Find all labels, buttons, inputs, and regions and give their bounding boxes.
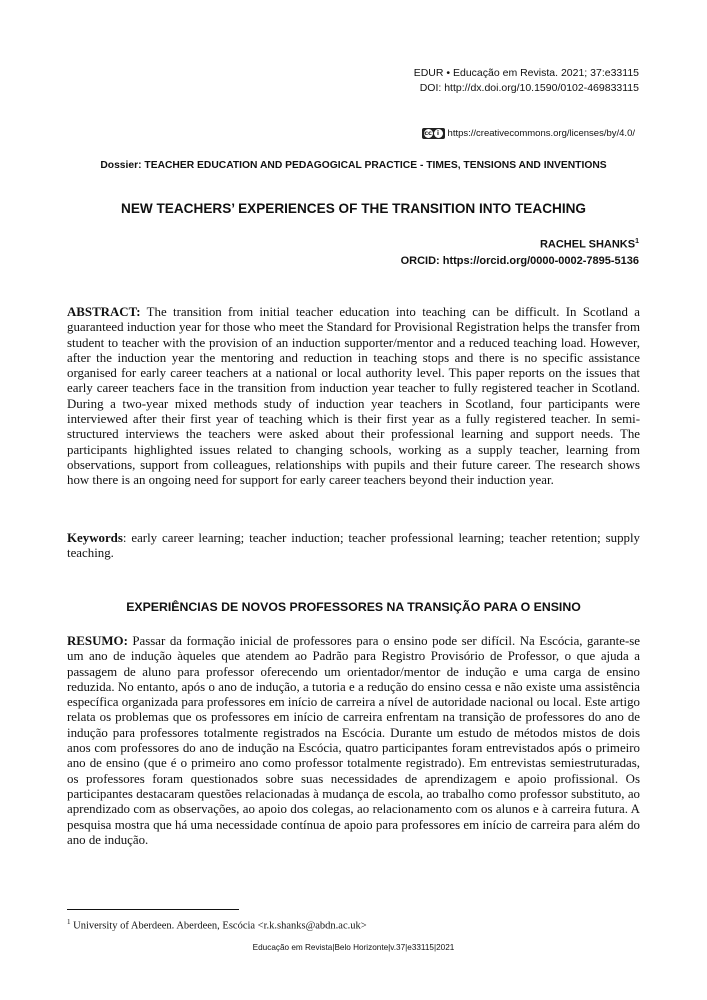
author-name: RACHEL SHANKS xyxy=(539,238,636,251)
footnote-divider xyxy=(67,909,239,910)
abstract-paragraph xyxy=(67,305,640,489)
article-title: NEW TEACHERS’ EXPERIENCES OF THE TRANSITION INTO TEACHING xyxy=(121,201,586,216)
footnote-mark: 1 xyxy=(67,918,71,926)
creative-commons-icon: cc xyxy=(424,129,432,137)
keywords-text: : early career learning; teacher induction; teacher professional learning; teacher retention; supply teaching. xyxy=(67,531,640,561)
cc-license-badge[interactable] xyxy=(422,128,445,139)
resumo-label: RESUMO: xyxy=(67,634,128,648)
keywords-paragraph xyxy=(67,531,640,562)
doi-link[interactable]: DOI: http://dx.doi.org/10.1590/0102-469833115 xyxy=(419,82,639,94)
footnote-text: University of Aberdeen. Aberdeen, Escócia <r.k.shanks@abdn.ac.uk> xyxy=(70,920,367,932)
author-orcid[interactable]: ORCID: https://orcid.org/0000-0002-7895-5136 xyxy=(400,255,639,267)
abstract-label: ABSTRACT: xyxy=(67,305,141,319)
journal-citation: EDUR • Educação em Revista. 2021; 37:e33115 xyxy=(413,67,639,79)
page-footer: Educação em Revista|Belo Horizonte|v.37|e33115|2021 xyxy=(252,943,455,952)
author-footnote-mark[interactable]: 1 xyxy=(635,238,639,245)
footnote xyxy=(67,918,367,932)
resumo-text: Passar da formação inicial de professores para o ensino pode ser difícil. Na Escócia, garante-se um ano de indução àqueles que atendem ao Padrão para Registro Provisório de Professor, o que ajuda a passagem de aluno para professor oferecendo um orientador/mentor de indução e uma carga de ensino reduzida. No entanto, após o ano de indução, a tutoria e a redução do ensino cessa e não existe uma assistência específica organizada para professores em início de carreira a nível de autoridade nacional ou local. Este artigo relata os problemas que os professores em início de carreira enfrentam na transição de professores do ano de indução para professores totalmente registrados na Escócia. Durante um estudo de métodos mistos de dois anos com professores do ano de indução na Escócia, quatro participantes foram entrevistados após o primeiro ano de ensino (que é o primeiro ano como professor totalmente registrado). Em entrevistas semiestruturadas, os professores foram questionados sobre suas necessidades de aprendizagem e apoio profissional. Os participantes destacaram questões relacionadas à mudança de escola, ao trabalho como professor substituto, ao aprendizado com as observações, ao apoio dos colegas, ao relacionamento com os alunos e à carreira futura. A pesquisa mostra que há uma necessidade contínua de apoio para professores em início de carreira para além do ano de indução. xyxy=(67,634,640,847)
license-url[interactable]: https://creativecommons.org/licenses/by/4.0/ xyxy=(447,128,635,139)
author-line xyxy=(540,238,639,251)
attribution-icon: i xyxy=(434,129,443,138)
license-line xyxy=(422,128,635,139)
resumo-paragraph xyxy=(67,634,640,848)
keywords-label: Keywords xyxy=(67,531,123,545)
dossier-heading: Dossier: TEACHER EDUCATION AND PEDAGOGICAL PRACTICE - TIMES, TENSIONS AND INVENTIONS xyxy=(100,160,607,171)
portuguese-title: EXPERIÊNCIAS DE NOVOS PROFESSORES NA TRANSIÇÃO PARA O ENSINO xyxy=(126,600,581,614)
abstract-text: The transition from initial teacher education into teaching can be difficult. In Scotland a guaranteed induction year for those who meet the Standard for Provisional Registration helps the transfer from student to teacher with the provision of an induction supporter/mentor and a reduced teaching load. However, after the induction year the mentoring and reduction in teaching stops and there is no specific assistance organised for early career teachers at a national or local authority level. This paper reports on the issues that early career teachers face in the transition from induction year teacher to fully registered teacher in Scotland. During a two-year mixed methods study of induction year teachers in Scotland, four participants were interviewed after their first year of teaching which is their first year as a fully registered teacher. In semi-structured interviews the teachers were asked about their professional learning and support needs. The participants highlighted issues related to changing schools, working as a supply teacher, learning from observations, support from colleagues, relationships with pupils and their future career. The research shows how there is an ongoing need for support for early career teachers beyond their induction year. xyxy=(67,305,640,488)
